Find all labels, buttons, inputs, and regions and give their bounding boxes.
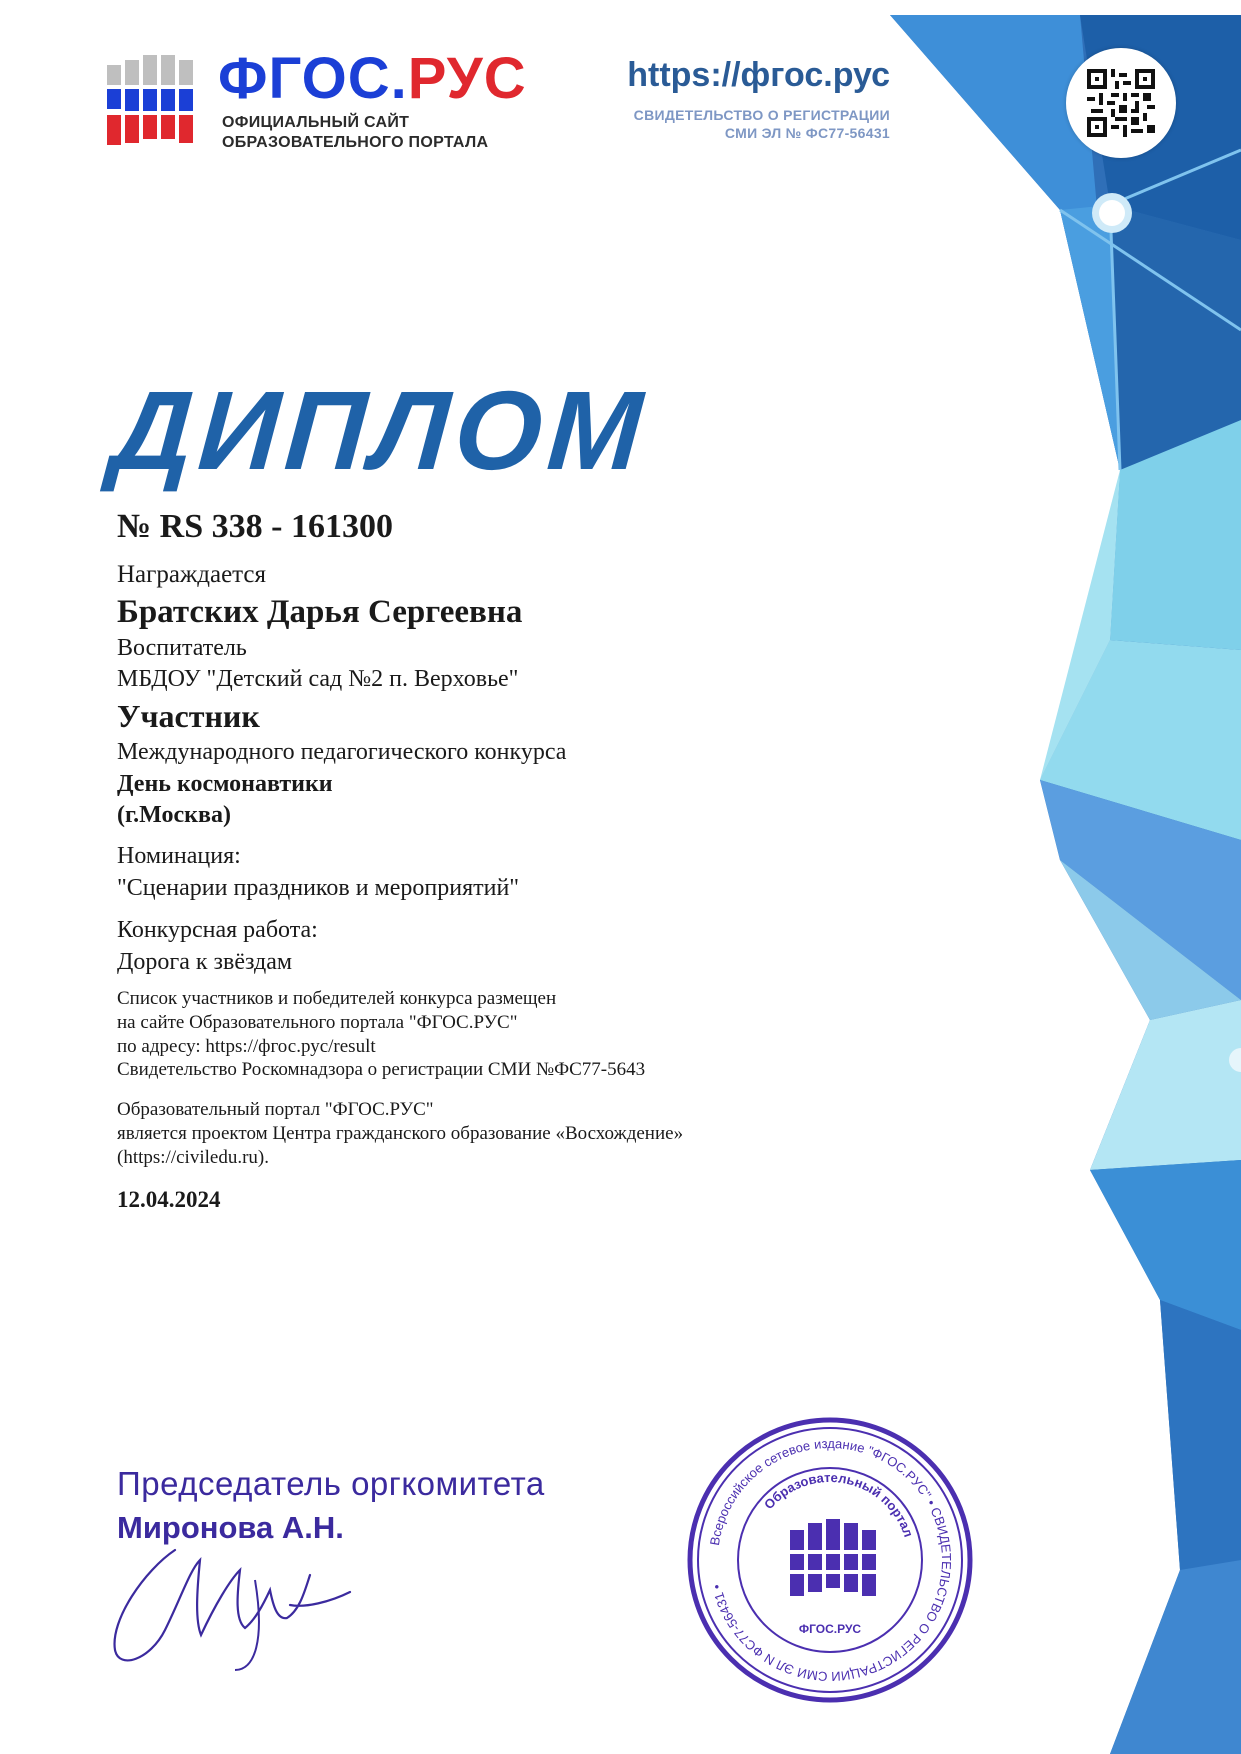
work-label: Конкурсная работа: (117, 917, 318, 943)
event-description: Международного педагогического конкурса (117, 739, 567, 765)
recipient-organization: МБДОУ "Детский сад №2 п. Верховье" (117, 666, 519, 692)
site-url: https://фгос.рус (627, 56, 890, 94)
project-line-3: (https://civiledu.ru). (117, 1146, 269, 1168)
diploma-number: № RS 338 - 161300 (117, 508, 393, 545)
brand-part-2: РУС (407, 46, 527, 111)
brand-subtitle-1: ОФИЦИАЛЬНЫЙ САЙТ (222, 114, 410, 131)
nomination-label: Номинация: (117, 843, 241, 869)
contest-name: День космонавтики (117, 771, 333, 797)
stamp-building-icon (790, 1519, 876, 1596)
info-line-2: на сайте Образовательного портала "ФГОС.РУС" (117, 1011, 518, 1033)
brand-part-1: ФГОС. (218, 46, 408, 111)
registration-line-2: СМИ ЭЛ № ФС77-56431 (724, 125, 890, 141)
handwritten-signature (105, 1510, 365, 1680)
chair-role: Председатель оргкомитета (117, 1465, 545, 1502)
chair-name: Миронова А.Н. (117, 1510, 344, 1545)
project-line-2: является проектом Центра гражданского образование «Восхождение» (117, 1122, 684, 1144)
qr-code-icon (1087, 69, 1155, 137)
stamp-bottom-text: ФГОС.РУС (798, 1622, 862, 1636)
recipient-position: Воспитатель (117, 635, 247, 661)
info-line-4: Свидетельство Роскомнадзора о регистрации СМИ №ФС77-5643 (117, 1059, 646, 1081)
project-block (117, 1098, 683, 1169)
brand-subtitle-2: ОБРАЗОВАТЕЛЬНОГО ПОРТАЛА (222, 134, 489, 151)
stamp-inner-text: Образовательный портал (761, 1469, 917, 1540)
brand-logo (218, 46, 527, 111)
award-status: Участник (117, 698, 260, 734)
qr-code-badge (1066, 48, 1176, 158)
diploma-title: ДИПЛОМ (107, 368, 652, 493)
work-title: Дорога к звёздам (117, 949, 293, 975)
building-logo-icon (107, 55, 202, 150)
issue-date: 12.04.2024 (117, 1187, 221, 1212)
recipient-name: Братских Дарья Сергеевна (117, 594, 523, 630)
nomination-value: "Сценарии праздников и мероприятий" (117, 875, 520, 901)
project-line-1: Образовательный портал "ФГОС.РУС" (117, 1099, 434, 1120)
stamp-outer-text: Всероссийское сетевое издание "ФГОС.РУС" • СВИДЕТЕЛЬСТВО О РЕГИСТРАЦИИ СМИ ЭЛ N ФС77-56431 • (706, 1435, 955, 1685)
awarded-label: Награждается (117, 561, 267, 588)
info-line-1: Список участников и победителей конкурса размещен (117, 988, 557, 1009)
info-block (117, 987, 645, 1082)
registration-line-1: СВИДЕТЕЛЬСТВО О РЕГИСТРАЦИИ (633, 107, 890, 123)
contest-city: (г.Москва) (117, 802, 231, 828)
info-line-3: по адресу: https://фгос.рус/result (117, 1035, 376, 1057)
round-stamp (685, 1415, 975, 1705)
